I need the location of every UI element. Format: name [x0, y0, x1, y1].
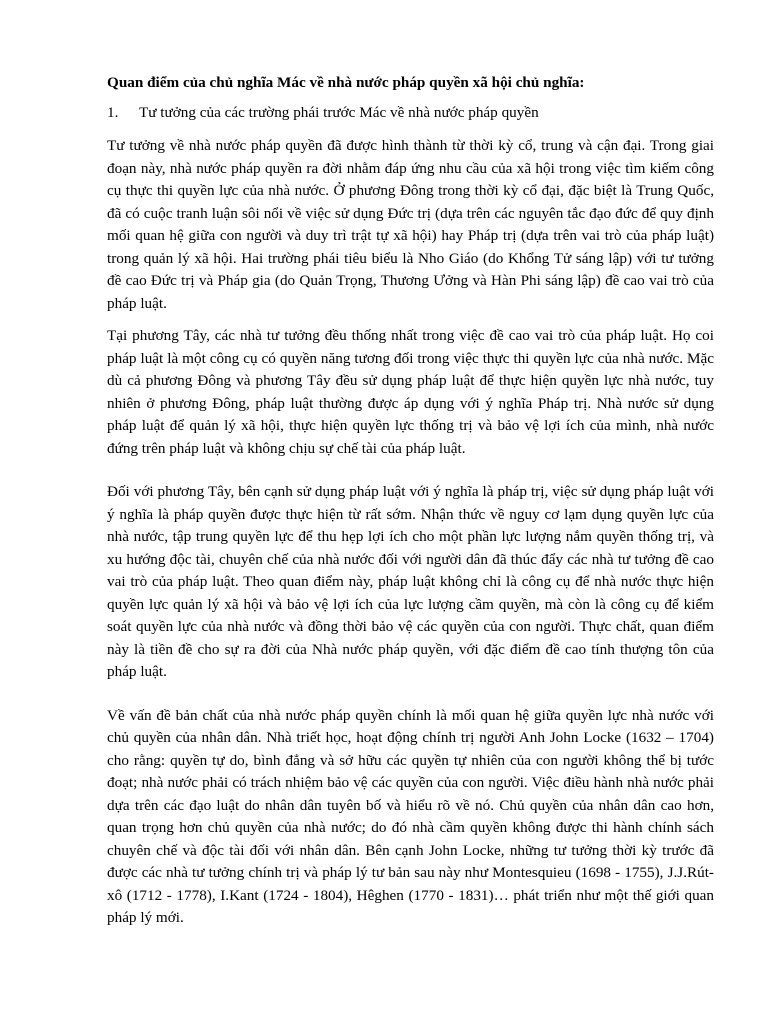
paragraph-john-locke: Về vấn đề bản chất của nhà nước pháp quyền chính là mối quan hệ giữa quyền lực nhà nước với chủ quyền của nhân dân. Nhà triết học, hoạt động chính trị người Anh John Locke (1632 – 1704) cho rằng: quyền tự do, bình đẳng và sở hữu các quyền tự nhiên của con người không thể bị tước đoạt; nhà nước phải có trách nhiệm bảo vệ các quyền của con người. Việc điều hành nhà nước phải dựa trên các đạo luật do nhân dân tuyên bố và hiểu rõ về nó. Chủ quyền của nhân dân cao hơn, quan trọng hơn chủ quyền của nhà nước; do đó nhà cầm quyền không được thi hành chính sách chuyên chế và độc tài đối với nhân dân. Bên cạnh John Locke, những tư tưởng thời kỳ trước đã được các nhà tư tưởng chính trị và pháp lý tư bản sau này như Montesquieu (1698 - 1755), J.J.Rút-xô (1712 - 1778), I.Kant (1724 - 1804), Hêghen (1770 - 1831)… phát triển như một thế giới quan pháp lý mới.	[107, 706, 714, 926]
paragraph-western-thought: Tại phương Tây, các nhà tư tưởng đều thống nhất trong việc đề cao vai trò của pháp luật. Họ coi pháp luật là một công cụ có quyền năng tương đối trong việc thực thi quyền lực của nhà nước. Mặc dù cả phương Đông và phương Tây đều sử dụng pháp luật để thực hiện quyền lực nhà nước, tuy nhiên ở phương Đông, pháp luật thường được áp dụng với ý nghĩa Pháp trị. Nhà nước sử dụng pháp luật để quản lý xã hội, thực hiện quyền lực thống trị và bảo vệ lợi ích của mình, nhà nước đứng trên pháp luật và không chịu sự chế tài của pháp luật.	[107, 327, 714, 457]
document-page	[107, 72, 714, 930]
paragraph-rule-of-law-origin: Đối với phương Tây, bên cạnh sử dụng pháp luật với ý nghĩa là pháp trị, việc sử dụng pháp luật với ý nghĩa là pháp quyền được thực hiện từ rất sớm. Nhận thức về nguy cơ lạm dụng quyền lực của nhà nước, tập trung quyền lực để thu hẹp lợi ích cho một phần lực lượng nắm quyền thống trị, và xu hướng độc tài, chuyên chế của nhà nước đối với người dân đã thúc đẩy các nhà tư tưởng đề cao vai trò của pháp luật. Theo quan điểm này, pháp luật không chỉ là công cụ để nhà nước thực hiện quyền lực quản lý xã hội và bảo vệ lợi ích của lực lượng cầm quyền, mà còn là công cụ để kiểm soát quyền lực của nhà nước và đồng thời bảo vệ các quyền của con người. Thực chất, quan điểm này là tiền đề cho sự ra đời của Nhà nước pháp quyền, với đặc điểm đề cao tính thượng tôn của pháp luật.	[107, 483, 714, 680]
list-item-text: Tư tưởng của các trường phái trước Mác về nhà nước pháp quyền	[139, 104, 539, 121]
list-item-number: 1.	[107, 104, 119, 121]
list-item	[107, 102, 714, 124]
document-heading: Quan điểm của chủ nghĩa Mác về nhà nước pháp quyền xã hội chủ nghĩa:	[107, 74, 585, 91]
paragraph-eastern-thought: Tư tưởng về nhà nước pháp quyền đã được hình thành từ thời kỳ cổ, trung và cận đại. Trong giai đoạn này, nhà nước pháp quyền ra đời nhằm đáp ứng nhu cầu của xã hội trong việc tìm kiếm công cụ thực thi quyền lực của nhà nước. Ở phương Đông trong thời kỳ cổ đại, đặc biệt là Trung Quốc, đã có cuộc tranh luận sôi nổi về việc sử dụng Đức trị (dựa trên các nguyên tắc đạo đức để quy định mối quan hệ giữa con người và duy trì trật tự xã hội) hay Pháp trị (dựa trên vai trò của pháp luật) trong quản lý xã hội. Hai trường phái tiêu biểu là Nho Giáo (do Khổng Tử sáng lập) với tư tưởng đề cao Đức trị và Pháp gia (do Quản Trọng, Thương Ưởng và Hàn Phi sáng lập) đề cao vai trò của pháp luật.	[107, 137, 714, 312]
